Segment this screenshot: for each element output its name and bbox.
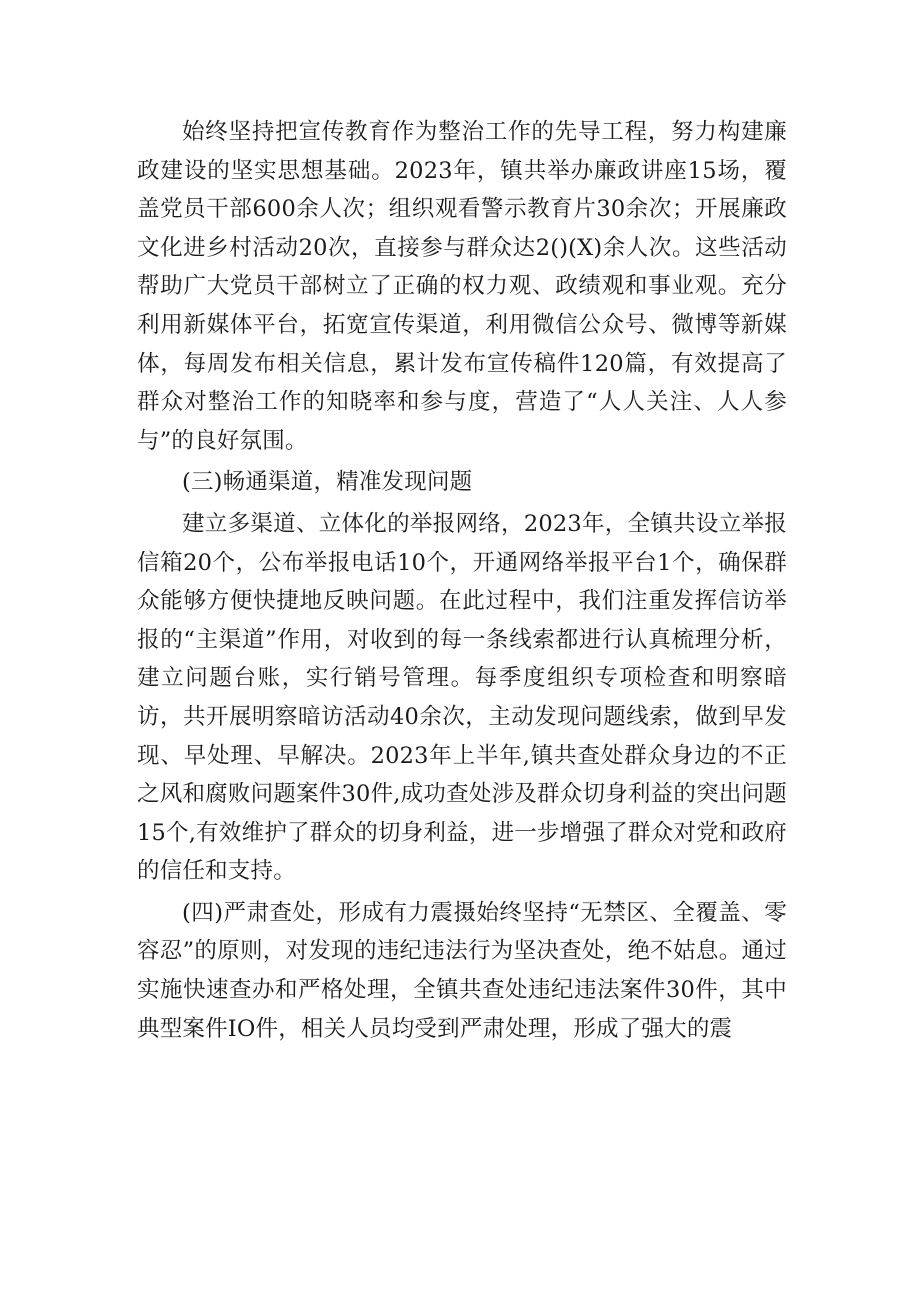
section-heading-3: (三)畅通渠道，精准发现问题 xyxy=(182,469,473,496)
document-body xyxy=(137,113,787,1048)
paragraph-reporting-channels: 建立多渠道、立体化的举报网络，2023年，全镇共设立举报信箱20个，公布举报电话10个，开通网络举报平台1个，确保群众能够方便快捷地反映问题。在此过程中，我们注重发挥信访举报的“主渠道”作用，对收到的每一条线索都进行认真梳理分析，建立问题台账，实行销号管理。每季度组织专项检查和明察暗访，共开展明察暗访活动40余次，主动发现问题线索，做到早发现、早处理、早解决。2023年上半年,镇共查处群众身边的不正之风和腐败问题案件30件,成功查处涉及群众切身利益的突出问题15个,有效维护了群众的切身利益，进一步增强了群众对党和政府的信任和支持。 xyxy=(137,510,787,885)
paragraph-publicity-education: 始终坚持把宣传教育作为整治工作的先导工程，努力构建廉政建设的坚实思想基础。2023年，镇共举办廉政讲座15场，覆盖党员干部600余人次；组织观看警示教育片30余次；开展廉政文化进乡村活动20次，直接参与群众达2()(X)余人次。这些活动帮助广大党员干部树立了正确的权力观、政绩观和事业观。充分利用新媒体平台，拓宽宣传渠道，利用微信公众号、微博等新媒体，每周发布相关信息，累计发布宣传稿件120篇，有效提高了群众对整治工作的知晓率和参与度，营造了“人人关注、人人参与”的良好氛围。 xyxy=(137,119,787,454)
paragraph-strict-investigation: (四)严肃查处，形成有力震摄始终坚持“无禁区、全覆盖、零容忍”的原则，对发现的违纪违法行为坚决查处，绝不姑息。通过实施快速查办和严格处理，全镇共查处违纪违法案件30件，其中典型案件IO件，相关人员均受到严肃处理，形成了强大的震 xyxy=(137,899,787,1042)
